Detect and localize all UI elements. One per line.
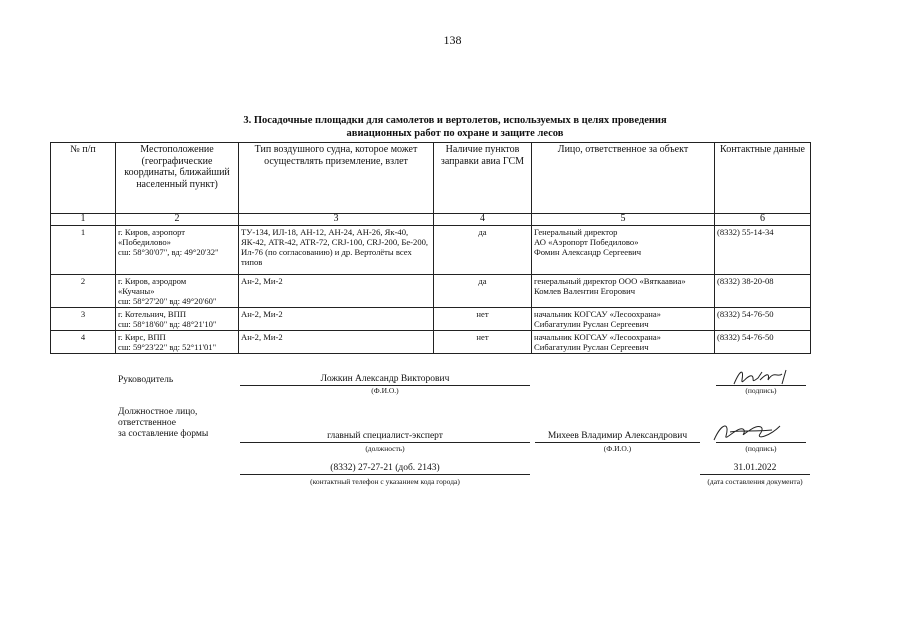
row-number: 4 — [51, 331, 116, 354]
row-fuel: да — [434, 226, 532, 275]
location-line: г. Кирс, ВПП — [118, 332, 166, 342]
row-fuel: нет — [434, 308, 532, 331]
table-row — [51, 226, 811, 275]
position-underline — [240, 442, 530, 443]
location-line: г. Котельнич, ВПП — [118, 309, 187, 319]
page-number: 138 — [443, 33, 462, 47]
phone-value: (8332) 27-27-21 (доб. 2143) — [330, 463, 440, 473]
row-number: 1 — [51, 226, 116, 275]
location-line: сш: 58°30'07", вд: 49°20'32" — [118, 247, 219, 257]
row-contact: (8332) 38-20-08 — [715, 275, 811, 308]
official-label-line: ответственное — [118, 418, 176, 428]
phone-caption: (контактный телефон с указанием кода города) — [310, 477, 460, 486]
column-number: 5 — [532, 214, 715, 226]
person-line: Сибагатулин Руслан Сергеевич — [534, 319, 649, 329]
official-label-line: за составление формы — [118, 429, 209, 439]
header-number: № п/п — [51, 143, 116, 214]
row-location — [116, 331, 239, 354]
head-sign-caption: (подпись) — [745, 386, 777, 395]
position-caption: (должность) — [365, 444, 405, 453]
official-signature — [710, 420, 785, 444]
head-name: Ложкин Александр Викторович — [320, 374, 450, 384]
official-name: Михеев Владимир Александрович — [547, 431, 688, 441]
official-fio-caption: (Ф.И.О.) — [603, 444, 632, 453]
person-line: АО «Аэропорт Победилово» — [534, 237, 639, 247]
person-line: Сибагатулин Руслан Сергеевич — [534, 342, 649, 352]
person-line: генеральный директор ООО «Вяткаавиа» — [534, 276, 686, 286]
document-title — [150, 114, 760, 140]
row-aircraft: Ан-2, Ми-2 — [239, 331, 434, 354]
location-line: «Победилово» — [118, 237, 171, 247]
row-contact: (8332) 55-14-34 — [715, 226, 811, 275]
location-line: сш: 59°23'22" вд: 52°11'01" — [118, 342, 217, 352]
table-header-row — [51, 143, 811, 214]
date-underline — [700, 474, 810, 475]
row-aircraft: Ан-2, Ми-2 — [239, 275, 434, 308]
row-aircraft: Ан-2, Ми-2 — [239, 308, 434, 331]
title-line-2: авиационных работ по охране и защите лесов — [346, 128, 564, 139]
official-name-underline — [535, 442, 700, 443]
row-location — [116, 226, 239, 275]
row-person — [532, 308, 715, 331]
row-contact: (8332) 54-76-50 — [715, 331, 811, 354]
row-number: 2 — [51, 275, 116, 308]
location-line: г. Киров, аэропорт — [118, 227, 186, 237]
column-number: 4 — [434, 214, 532, 226]
person-line: Фомин Александр Сергеевич — [534, 247, 642, 257]
date-value: 31.01.2022 — [733, 463, 777, 473]
row-person — [532, 275, 715, 308]
location-line: сш: 58°18'60" вд: 48°21'10" — [118, 319, 217, 329]
official-sign-caption: (подпись) — [745, 444, 777, 453]
row-location — [116, 308, 239, 331]
row-person — [532, 226, 715, 275]
landing-sites-table — [50, 142, 811, 354]
row-contact: (8332) 54-76-50 — [715, 308, 811, 331]
official-position: главный специалист-эксперт — [327, 431, 443, 441]
table-row — [51, 275, 811, 308]
head-label: Руководитель — [118, 375, 174, 385]
location-line: сш: 58°27'20" вд: 49°20'60" — [118, 296, 217, 306]
row-number: 3 — [51, 308, 116, 331]
row-location — [116, 275, 239, 308]
person-line: Комлев Валентин Егорович — [534, 286, 636, 296]
head-fio-caption: (Ф.И.О.) — [371, 386, 399, 395]
official-label-line: Должностное лицо, — [118, 407, 198, 417]
column-number-row — [51, 214, 811, 226]
header-aircraft-type: Тип воздушного судна, которое может осуществлять приземление, взлет — [239, 143, 434, 214]
location-line: «Кучаны» — [118, 286, 155, 296]
title-line-1: 3. Посадочные площадки для самолетов и вертолетов, используемых в целях проведения — [243, 115, 667, 126]
row-fuel: нет — [434, 331, 532, 354]
row-person — [532, 331, 715, 354]
header-responsible-person: Лицо, ответственное за объект — [532, 143, 715, 214]
column-number: 1 — [51, 214, 116, 226]
table-row — [51, 331, 811, 354]
person-line: начальник КОГСАУ «Лесоохрана» — [534, 332, 661, 342]
location-line: г. Киров, аэродром — [118, 276, 187, 286]
person-line: начальник КОГСАУ «Лесоохрана» — [534, 309, 661, 319]
header-fuel: Наличие пунктов заправки авиа ГСМ — [434, 143, 532, 214]
official-label — [118, 407, 208, 440]
column-number: 3 — [239, 214, 434, 226]
phone-underline — [240, 474, 530, 475]
table-row — [51, 308, 811, 331]
column-number: 6 — [715, 214, 811, 226]
header-location: Местоположение (географические координаты, ближайший населенный пункт) — [116, 143, 239, 214]
row-aircraft: ТУ-134, ИЛ-18, АН-12, АН-24, АН-26, Як-40, ЯК-42, ATR-42, ATR-72, CRJ-100, CRJ-200, Бе-200, Ил-76 (по согласованию) и др. Вертолёты всех типов — [239, 226, 434, 275]
row-fuel: да — [434, 275, 532, 308]
column-number: 2 — [116, 214, 239, 226]
person-line: Генеральный директор — [534, 227, 618, 237]
official-sign-underline — [716, 442, 806, 443]
date-caption: (дата составления документа) — [707, 477, 803, 486]
header-contacts: Контактные данные — [715, 143, 811, 214]
